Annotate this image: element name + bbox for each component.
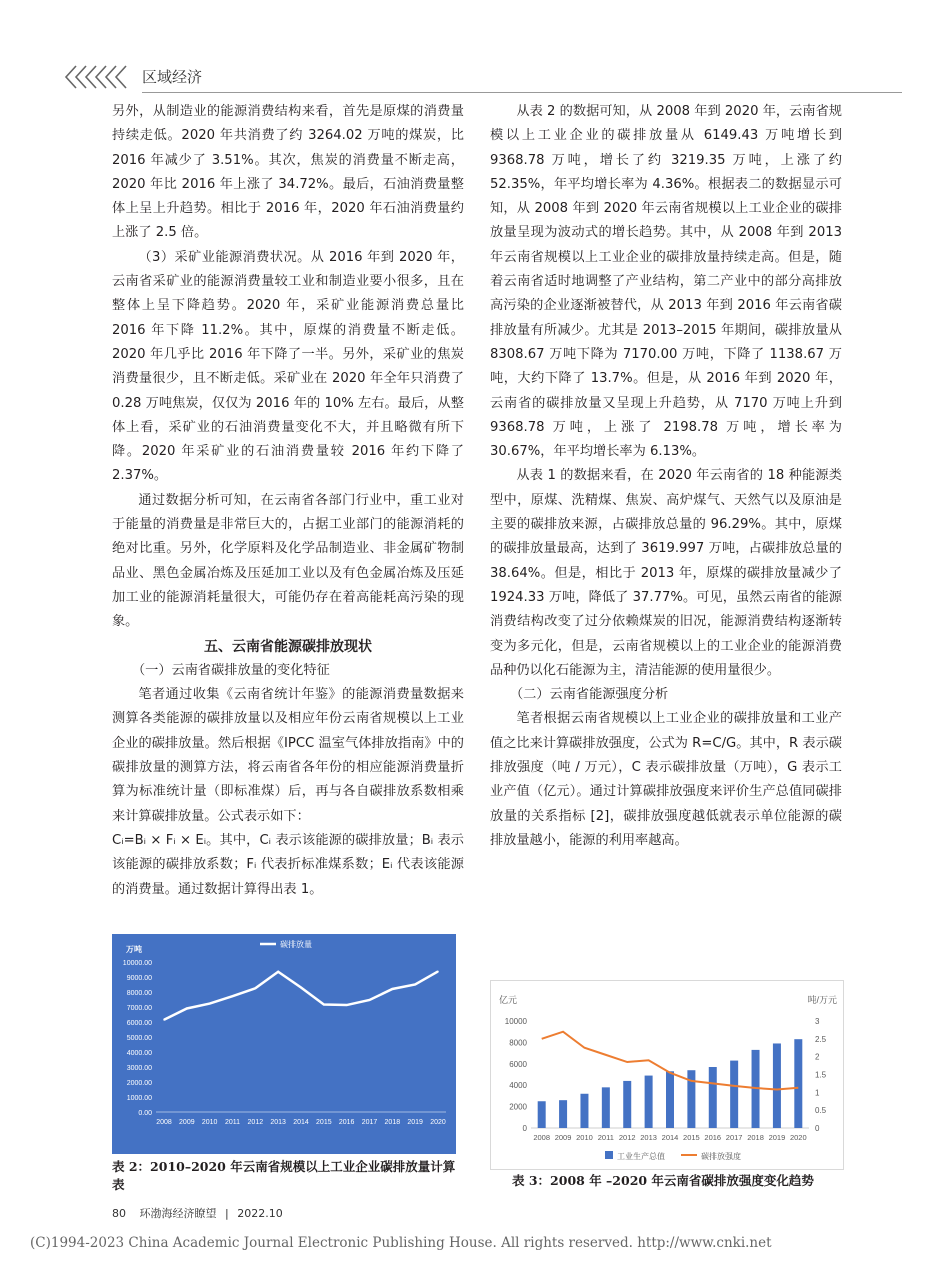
bar <box>666 1071 674 1128</box>
x-tick-label: 2019 <box>768 1133 786 1142</box>
figure-caption: 表 2：2010–2020 年云南省规模以上工业企业碳排放量计算表 <box>112 1159 456 1192</box>
x-tick-label: 2010 <box>576 1133 593 1142</box>
legend-label: 工业生产总值 <box>617 1152 665 1161</box>
y-left-tick: 10000 <box>504 1017 527 1026</box>
bar <box>709 1067 717 1128</box>
y-tick-label: 8000.00 <box>126 990 152 997</box>
x-tick-label: 2015 <box>683 1133 700 1142</box>
x-tick-label: 2009 <box>179 1119 195 1126</box>
data-point <box>414 984 416 986</box>
bar <box>602 1087 610 1128</box>
y-tick-label: 6000.00 <box>126 1020 152 1027</box>
bar <box>794 1039 802 1128</box>
x-tick-label: 2011 <box>597 1133 614 1142</box>
x-tick-label: 2008 <box>533 1133 551 1142</box>
x-tick-label: 2011 <box>224 1119 241 1126</box>
left-column <box>112 100 464 902</box>
y-right-tick: 1.5 <box>815 1070 827 1080</box>
x-tick-label: 2018 <box>384 1119 401 1126</box>
data-point <box>323 1004 325 1006</box>
page-footer: 80 环渤海经济瞭望 | 2022.10 <box>112 1207 283 1220</box>
data-point <box>437 971 439 973</box>
paragraph: 从表 2 的数据可知，从 2008 年到 2020 年，云南省规模以上工业企业的碳排放量从 6149.43 万吨增长到 9368.78 万吨，增长了约 3219.35 万吨，上涨了约 52.35%，年平均增长率为 4.36%。根据表二的数据显示可知，从 2008 年到 2020 年云南省规模以上工业企业的碳排放量呈现为波动式的增长趋势。其中，从 2008 年到 2013 年云南省规模以上工业企业的碳排放量持续走高。但是，随着云南省适时地调整了产业结构，第二产业中的部分高排放高污染的企业逐渐被替代，从 2013 年到 2016 年云南省碳排放量有所减少。尤其是 2013–2015 年期间，碳排放量从 8308.67 万吨下降为 7170.00 万吨，下降了 1138.67 万吨，大约下降了 13.7%。但是，从 2016 年到 2020 年，云南省的碳排放量又呈现上升趋势，从 7170 万吨上升到 9368.78 万吨，上涨了 2198.78 万吨，增长率为 30.67%，年平均增长率为 6.13%。 <box>490 104 842 460</box>
journal-name: 环渤海经济瞭望 <box>139 1207 217 1220</box>
bar <box>773 1043 781 1128</box>
bar <box>730 1061 738 1128</box>
data-point <box>369 999 371 1001</box>
bar <box>580 1094 588 1128</box>
x-tick-label: 2016 <box>338 1119 355 1126</box>
legend-label: 碳排放量 <box>280 940 312 949</box>
figure-caption: 表 3：2008 年 –2020 年云南省碳排放强度变化趋势 <box>512 1173 814 1188</box>
data-point <box>163 1019 165 1021</box>
section-heading: 五、云南省能源碳排放现状 <box>204 638 372 655</box>
x-tick-label: 2019 <box>407 1119 423 1126</box>
section-title: 区域经济 <box>142 68 203 86</box>
header-rule <box>142 92 902 93</box>
data-point <box>186 1008 188 1010</box>
x-tick-label: 2013 <box>270 1119 286 1126</box>
y-tick-label: 9000.00 <box>126 975 152 982</box>
y-tick-label: 10000.00 <box>122 960 152 967</box>
y-tick-label: 1000.00 <box>126 1095 152 1102</box>
bar <box>538 1101 546 1128</box>
paragraph: 另外，从制造业的能源消费结构来看，首先是原煤的消费量持续走低。2020 年共消费了约 3264.02 万吨的煤炭，比 2016 年减少了 3.51%。其次，焦炭的消费量不断走高，2020 年比 2016 年上涨了 34.72%。最后，石油消费量整体上呈上升趋势。相比于 2016 年，2020 年石油消费量约上涨了 2.5 倍。 <box>112 104 464 241</box>
y-right-tick: 2.5 <box>815 1034 827 1044</box>
legend-label: 碳排放强度 <box>701 1152 741 1161</box>
chevrons-icon <box>62 62 132 92</box>
x-tick-label: 2014 <box>661 1133 679 1142</box>
y-left-tick: 4000 <box>509 1081 527 1091</box>
y-right-unit: 吨/万元 <box>807 995 837 1005</box>
y-right-tick: 1 <box>815 1088 820 1098</box>
y-right-tick: 0.5 <box>815 1106 827 1116</box>
data-point <box>300 987 302 989</box>
x-tick-label: 2015 <box>316 1119 332 1126</box>
y-tick-label: 4000.00 <box>126 1050 152 1057</box>
x-tick-label: 2017 <box>725 1133 743 1142</box>
y-right-tick: 3 <box>815 1017 820 1026</box>
y-tick-label: 7000.00 <box>126 1005 152 1012</box>
issue: 2022.10 <box>237 1207 283 1220</box>
series-line <box>164 971 438 1019</box>
y-tick-label: 2000.00 <box>126 1080 152 1087</box>
x-tick-label: 2016 <box>704 1133 722 1142</box>
data-point <box>277 971 279 973</box>
legend-swatch <box>605 1151 613 1159</box>
x-tick-label: 2009 <box>554 1133 572 1142</box>
x-tick-label: 2020 <box>430 1119 446 1126</box>
bar <box>645 1076 653 1128</box>
y-left-unit: 亿元 <box>499 995 518 1005</box>
x-tick-label: 2013 <box>640 1133 657 1142</box>
page-number: 80 <box>112 1207 126 1220</box>
paragraph: 笔者根据云南省规模以上工业企业的碳排放量和工业产值之比来计算碳排放强度，公式为 R=C/G。其中，R 表示碳排放强度（吨 / 万元），C 表示碳排放量（万吨），G 表示工业产值（亿元）。通过计算碳排放强度来评价生产总值同碳排放量的关系指标 [2]，碳排放强度越低就表示单位能源的碳排放量越小，能源的利用率越高。 <box>490 711 842 848</box>
y-tick-label: 0.00 <box>138 1110 152 1117</box>
x-tick-label: 2014 <box>293 1119 309 1126</box>
x-tick-label: 2018 <box>747 1133 764 1142</box>
subsection-heading: （二）云南省能源强度分析 <box>510 687 669 703</box>
y-left-tick: 8000 <box>509 1038 527 1048</box>
y-tick-label: 3000.00 <box>126 1065 152 1072</box>
x-tick-label: 2008 <box>156 1119 172 1126</box>
y-left-tick: 6000 <box>509 1059 527 1069</box>
x-tick-label: 2017 <box>361 1119 378 1126</box>
y-axis-unit: 万吨 <box>126 945 142 954</box>
data-point <box>392 988 394 990</box>
bar <box>559 1100 567 1128</box>
carbon-emission-chart <box>112 934 456 1154</box>
x-tick-label: 2012 <box>618 1133 636 1142</box>
y-right-tick: 0 <box>815 1124 820 1133</box>
x-tick-label: 2012 <box>247 1119 264 1126</box>
x-tick-label: 2020 <box>789 1133 807 1142</box>
data-point <box>209 1003 211 1005</box>
y-right-tick: 2 <box>815 1052 820 1062</box>
subsection-heading: （一）云南省碳排放量的变化特征 <box>132 662 330 678</box>
paragraph: 通过数据分析可知，在云南省各部门行业中，重工业对于能量的消费量是非常巨大的，占据工业部门的能源消耗的绝对比重。另外，化学原料及化学品制造业、非金属矿物制品业、黑色金属冶炼及压延加工业以及有色金属冶炼及压延加工业的能源消耗量很大，可能仍存在着高能耗高污染的现象。 <box>112 492 464 630</box>
copyright-line: (C)1994-2023 China Academic Journal Electronic Publishing House. All rights reserved. http://www.cnki.net <box>30 1235 772 1251</box>
data-point <box>232 995 234 997</box>
bar <box>623 1081 631 1128</box>
data-point <box>346 1004 348 1006</box>
paragraph: 从表 1 的数据来看，在 2020 年云南省的 18 种能源类型中，原煤、洗精煤、焦炭、高炉煤气、天然气以及原油是主要的碳排放来源，占碳排放总量的 96.29%。其中，原煤的碳排放量最高，达到了 3619.997 万吨，占碳排放总量的 38.64%。但是，相比于 2013 年，原煤的碳排放量减少了 1924.33 万吨，降低了 37.77%。可见，虽然云南省的能源消费结构改变了过分依赖煤炭的旧况，能源消费结构逐渐转变为多元化，但是，云南省规模以上的工业企业的能源消费品种仍以化石能源为主，清洁能源的使用量很少。 <box>490 468 842 678</box>
paragraph: Cᵢ=Bᵢ × Fᵢ × Eᵢ。其中，Cᵢ 表示该能源的碳排放量；Bᵢ 表示该能源的碳排放系数；Fᵢ 代表折标准煤系数；Eᵢ 代表该能源的消费量。通过数据计算得出表 1。 <box>112 832 464 897</box>
emission-intensity-chart <box>490 980 844 1170</box>
paragraph: 笔者通过收集《云南省统计年鉴》的能源消费量数据来测算各类能源的碳排放量以及相应年份云南省规模以上工业企业的碳排放量。然后根据《IPCC 温室气体排放指南》中的碳排放量的测算方法，将云南省各年份的相应能源消费量折算为标准统计量（即标准煤）后，再与各自碳排放系数相乘来计算碳排放量。公式表示如下： <box>112 687 464 824</box>
page-header <box>62 62 902 96</box>
right-column <box>490 100 842 853</box>
data-point <box>255 987 257 989</box>
y-left-tick: 2000 <box>509 1102 527 1112</box>
y-tick-label: 5000.00 <box>126 1035 152 1042</box>
y-left-tick: 0 <box>522 1124 527 1133</box>
paragraph: （3）采矿业能源消费状况。从 2016 年到 2020 年，云南省采矿业的能源消费量较工业和制造业要小很多，且在整体上呈下降趋势。2020 年，采矿业能源消费总量比 2016 年下降 11.2%。其中，原煤的消费量不断走低。2020 年几乎比 2016 年下降了一半。另外，采矿业的焦炭消费量很少，且不断走低。采矿业在 2020 年全年只消费了 0.28 万吨焦炭，仅仅为 2016 年的 10% 左右。最后，从整体上看，采矿业的石油消费量变化不大，并且略微有所下降。2020 年采矿业的石油消费量较 2016 年约下降了 2.37%。 <box>112 249 464 484</box>
x-tick-label: 2010 <box>201 1119 218 1126</box>
